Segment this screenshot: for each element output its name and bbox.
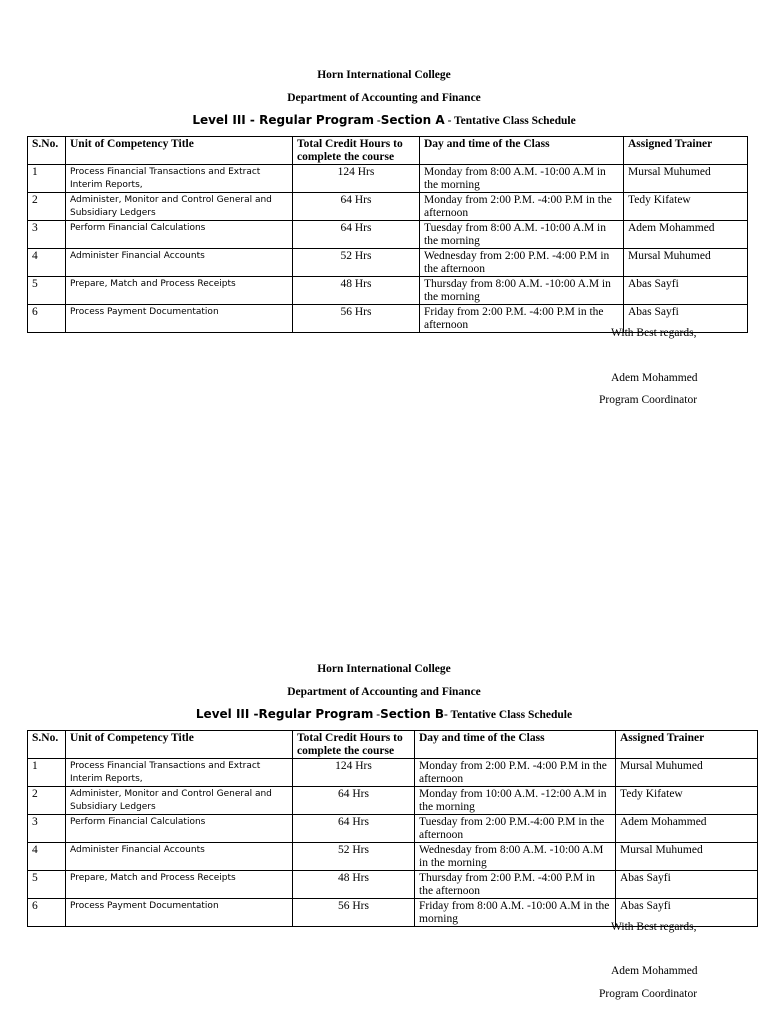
header-unit: Unit of Competency Title <box>66 137 293 165</box>
cell-day-time: Thursday from 2:00 P.M. -4:00 P.M in the afternoon <box>415 871 616 899</box>
level-program: Level III -Regular Program <box>195 707 374 721</box>
header-day-time: Day and time of the Class <box>415 731 616 759</box>
table-row <box>28 815 758 843</box>
signatory-title: Program Coordinator <box>599 988 698 1000</box>
signatory-name: Adem Mohammed <box>611 965 698 977</box>
header-hours: Total Credit Hours to complete the course <box>293 137 420 165</box>
schedule-suffix: - Tentative Class Schedule <box>443 709 573 721</box>
header-unit: Unit of Competency Title <box>66 731 293 759</box>
table-header-row <box>28 731 758 759</box>
header-sno: S.No. <box>28 731 66 759</box>
college-name: Horn International College <box>317 69 451 81</box>
cell-sno: 3 <box>28 221 66 249</box>
cell-day-time: Friday from 2:00 P.M. -4:00 P.M in the afternoon <box>420 305 624 333</box>
table-row <box>28 249 748 277</box>
cell-day-time: Friday from 8:00 A.M. -10:00 A.M in the morning <box>415 899 616 927</box>
level-program: Level III - Regular Program <box>192 113 374 127</box>
cell-hours: 56 Hrs <box>293 305 420 333</box>
signatory-title: Program Coordinator <box>599 394 698 406</box>
signatory-name: Adem Mohammed <box>611 372 698 384</box>
cell-unit: Process Payment Documentation <box>66 899 293 927</box>
schedule-title <box>0 707 768 722</box>
cell-unit: Administer Financial Accounts <box>66 249 293 277</box>
section-label: Section B <box>380 707 444 721</box>
cell-hours: 52 Hrs <box>293 843 415 871</box>
table-row <box>28 221 748 249</box>
table-row <box>28 193 748 221</box>
cell-sno: 1 <box>28 165 66 193</box>
cell-hours: 124 Hrs <box>293 165 420 193</box>
cell-hours: 64 Hrs <box>293 787 415 815</box>
cell-trainer: Abas Sayfi <box>624 277 748 305</box>
table-row <box>28 787 758 815</box>
cell-trainer: Abas Sayfi <box>624 305 748 333</box>
level-dash: - <box>373 709 381 721</box>
cell-trainer: Adem Mohammed <box>624 221 748 249</box>
cell-trainer: Tedy Kifatew <box>616 787 758 815</box>
cell-trainer: Mursal Muhumed <box>616 843 758 871</box>
department-name: Department of Accounting and Finance <box>287 92 481 104</box>
table-row <box>28 165 748 193</box>
cell-sno: 2 <box>28 787 66 815</box>
header-trainer: Assigned Trainer <box>624 137 748 165</box>
cell-sno: 6 <box>28 899 66 927</box>
cell-sno: 3 <box>28 815 66 843</box>
cell-unit: Process Financial Transactions and Extract Interim Reports, <box>66 165 293 193</box>
cell-day-time: Tuesday from 8:00 A.M. -10:00 A.M in the morning <box>420 221 624 249</box>
cell-hours: 56 Hrs <box>293 899 415 927</box>
cell-day-time: Monday from 8:00 A.M. -10:00 A.M in the morning <box>420 165 624 193</box>
header-trainer: Assigned Trainer <box>616 731 758 759</box>
level-dash: - <box>373 115 381 127</box>
header-sno: S.No. <box>28 137 66 165</box>
cell-unit: Administer, Monitor and Control General and Subsidiary Ledgers <box>66 193 293 221</box>
closing-text: With Best regards, <box>611 327 697 339</box>
cell-sno: 1 <box>28 759 66 787</box>
cell-unit: Prepare, Match and Process Receipts <box>66 277 293 305</box>
schedule-table <box>27 136 748 333</box>
cell-day-time: Monday from 2:00 P.M. -4:00 P.M in the afternoon <box>415 759 616 787</box>
cell-trainer: Mursal Muhumed <box>624 165 748 193</box>
cell-sno: 2 <box>28 193 66 221</box>
cell-day-time: Wednesday from 8:00 A.M. -10:00 A.M in the morning <box>415 843 616 871</box>
cell-sno: 6 <box>28 305 66 333</box>
section-label: Section A <box>380 113 445 127</box>
cell-unit: Administer Financial Accounts <box>66 843 293 871</box>
cell-day-time: Monday from 2:00 P.M. -4:00 P.M in the afternoon <box>420 193 624 221</box>
schedule-suffix: - Tentative Class Schedule <box>444 115 576 127</box>
cell-sno: 4 <box>28 843 66 871</box>
table-header-row <box>28 137 748 165</box>
table-row <box>28 277 748 305</box>
cell-trainer: Mursal Muhumed <box>624 249 748 277</box>
cell-unit: Perform Financial Calculations <box>66 815 293 843</box>
cell-trainer: Tedy Kifatew <box>624 193 748 221</box>
schedule-table <box>27 730 758 927</box>
cell-unit: Administer, Monitor and Control General and Subsidiary Ledgers <box>66 787 293 815</box>
cell-day-time: Thursday from 8:00 A.M. -10:00 A.M in the morning <box>420 277 624 305</box>
cell-hours: 64 Hrs <box>293 193 420 221</box>
cell-day-time: Wednesday from 2:00 P.M. -4:00 P.M in the afternoon <box>420 249 624 277</box>
cell-day-time: Monday from 10:00 A.M. -12:00 A.M in the morning <box>415 787 616 815</box>
cell-trainer: Adem Mohammed <box>616 815 758 843</box>
cell-unit: Process Payment Documentation <box>66 305 293 333</box>
cell-hours: 124 Hrs <box>293 759 415 787</box>
cell-trainer: Abas Sayfi <box>616 899 758 927</box>
table-row <box>28 843 758 871</box>
cell-day-time: Tuesday from 2:00 P.M.-4:00 P.M in the afternoon <box>415 815 616 843</box>
cell-unit: Process Financial Transactions and Extract Interim Reports, <box>66 759 293 787</box>
header-hours: Total Credit Hours to complete the course <box>293 731 415 759</box>
table-row <box>28 759 758 787</box>
cell-trainer: Mursal Muhumed <box>616 759 758 787</box>
cell-trainer: Abas Sayfi <box>616 871 758 899</box>
department-name: Department of Accounting and Finance <box>287 686 481 698</box>
college-name: Horn International College <box>317 663 451 675</box>
cell-hours: 64 Hrs <box>293 815 415 843</box>
table-row <box>28 871 758 899</box>
header-day-time: Day and time of the Class <box>420 137 624 165</box>
cell-unit: Perform Financial Calculations <box>66 221 293 249</box>
closing-text: With Best regards, <box>611 921 697 933</box>
cell-hours: 52 Hrs <box>293 249 420 277</box>
cell-sno: 5 <box>28 277 66 305</box>
cell-hours: 48 Hrs <box>293 277 420 305</box>
cell-sno: 4 <box>28 249 66 277</box>
cell-hours: 48 Hrs <box>293 871 415 899</box>
cell-unit: Prepare, Match and Process Receipts <box>66 871 293 899</box>
cell-hours: 64 Hrs <box>293 221 420 249</box>
schedule-title <box>0 113 768 128</box>
cell-sno: 5 <box>28 871 66 899</box>
